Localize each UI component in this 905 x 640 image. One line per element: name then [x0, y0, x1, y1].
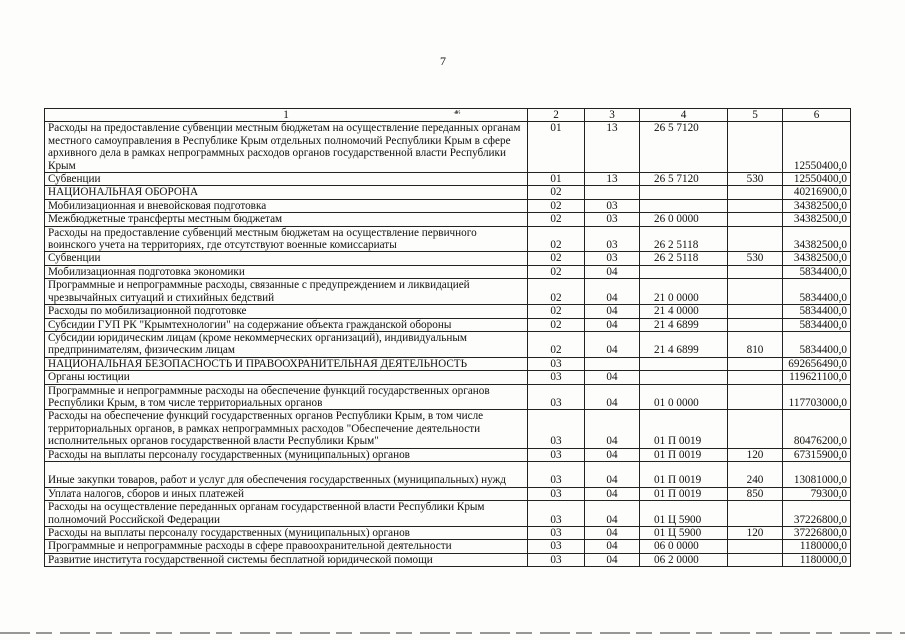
- table-row: [45, 357, 851, 370]
- row-name-cell: Расходы на предоставление субвенции местным бюджетам на осуществление переданных органам местного самоуправления в Республике Крым отдельных полномочий Республики Крым в сфере архивного дела в рамках непрограммных расходов органов государственной власти Республики Крым: [45, 122, 528, 173]
- subsection-code-cell: 04: [585, 384, 640, 410]
- amount-cell: 80476200,0: [783, 410, 851, 448]
- expense-type-cell: [728, 553, 783, 566]
- section-code-cell: 02: [528, 213, 585, 226]
- row-name-cell: Уплата налогов, сборов и иных платежей: [45, 487, 528, 500]
- subsection-code-cell: 04: [585, 305, 640, 318]
- table-row: [45, 331, 851, 357]
- target-item-cell: 01 П 0019: [640, 461, 728, 487]
- amount-cell: 67315900,0: [783, 448, 851, 461]
- table-row: [45, 540, 851, 553]
- section-code-cell: 02: [528, 305, 585, 318]
- target-item-cell: 06 2 0000: [640, 553, 728, 566]
- table-row: [45, 553, 851, 566]
- section-code-cell: 01: [528, 173, 585, 186]
- table-row: [45, 213, 851, 226]
- expense-type-cell: [728, 357, 783, 370]
- target-item-cell: [640, 371, 728, 384]
- amount-cell: 692656490,0: [783, 357, 851, 370]
- section-code-cell: 02: [528, 226, 585, 252]
- amount-cell: 5834400,0: [783, 331, 851, 357]
- table-header-row: [45, 109, 851, 122]
- target-item-cell: 21 4 0000: [640, 305, 728, 318]
- section-code-cell: 03: [528, 526, 585, 539]
- amount-cell: 5834400,0: [783, 318, 851, 331]
- section-code-cell: 03: [528, 357, 585, 370]
- expense-type-cell: 850: [728, 487, 783, 500]
- table-row: [45, 186, 851, 199]
- subsection-code-cell: 04: [585, 331, 640, 357]
- subsection-code-cell: 04: [585, 371, 640, 384]
- expense-type-cell: [728, 305, 783, 318]
- amount-cell: 34382500,0: [783, 199, 851, 212]
- amount-cell: 34382500,0: [783, 252, 851, 265]
- expense-type-cell: [728, 186, 783, 199]
- amount-cell: 40216900,0: [783, 186, 851, 199]
- section-code-cell: 02: [528, 318, 585, 331]
- amount-cell: 1180000,0: [783, 553, 851, 566]
- table-row: [45, 318, 851, 331]
- subsection-code-cell: 13: [585, 173, 640, 186]
- amount-cell: 5834400,0: [783, 305, 851, 318]
- row-name-cell: Субсидии ГУП РК "Крымтехнологии" на содержание объекта гражданской обороны: [45, 318, 528, 331]
- section-code-cell: 03: [528, 487, 585, 500]
- subsection-code-cell: [585, 186, 640, 199]
- target-item-cell: [640, 186, 728, 199]
- target-item-cell: 01 Ц 5900: [640, 526, 728, 539]
- amount-cell: 5834400,0: [783, 279, 851, 305]
- row-name-cell: Органы юстиции: [45, 371, 528, 384]
- subsection-code-cell: 04: [585, 540, 640, 553]
- expense-type-cell: [728, 540, 783, 553]
- row-name-cell: Расходы на выплаты персоналу государственных (муниципальных) органов: [45, 448, 528, 461]
- expense-type-cell: 530: [728, 252, 783, 265]
- scan-edge-line: [0, 632, 905, 634]
- row-name-cell: Расходы по мобилизационной подготовке: [45, 305, 528, 318]
- header-cell: 3: [585, 109, 640, 122]
- target-item-cell: 26 2 5118: [640, 226, 728, 252]
- amount-cell: 119621100,0: [783, 371, 851, 384]
- target-item-cell: 21 4 6899: [640, 331, 728, 357]
- subsection-code-cell: 03: [585, 226, 640, 252]
- table-row: [45, 448, 851, 461]
- target-item-cell: 26 2 5118: [640, 252, 728, 265]
- table-row: [45, 122, 851, 173]
- expense-type-cell: [728, 226, 783, 252]
- table-row: [45, 384, 851, 410]
- section-code-cell: 03: [528, 501, 585, 527]
- target-item-cell: 21 0 0000: [640, 279, 728, 305]
- budget-table: [44, 108, 851, 567]
- table-row: [45, 199, 851, 212]
- subsection-code-cell: 04: [585, 461, 640, 487]
- target-item-cell: [640, 199, 728, 212]
- target-item-cell: [640, 357, 728, 370]
- table-row: [45, 526, 851, 539]
- row-name-cell: Расходы на обеспечение функций государственных органов Республики Крым, в том числе территориальных органов, в рамках непрограммных расходов "Обеспечение деятельности исполнительных органов государственной власти Республики Крым": [45, 410, 528, 448]
- expense-type-cell: 120: [728, 526, 783, 539]
- amount-cell: 12550400,0: [783, 122, 851, 173]
- row-name-cell: Мобилизационная подготовка экономики: [45, 265, 528, 278]
- amount-cell: 1180000,0: [783, 540, 851, 553]
- section-code-cell: 03: [528, 448, 585, 461]
- expense-type-cell: 810: [728, 331, 783, 357]
- row-name-cell: Программные и непрограммные расходы на обеспечение функций государственных органов Республики Крым, в том числе территориальных органов: [45, 384, 528, 410]
- row-name-cell: Расходы на предоставление субвенций местным бюджетам на осуществление первичного воинского учета на территориях, где отсутствуют военные комиссариаты: [45, 226, 528, 252]
- amount-cell: 37226800,0: [783, 526, 851, 539]
- header-cell: 1: [45, 109, 528, 122]
- section-code-cell: 02: [528, 199, 585, 212]
- amount-cell: 5834400,0: [783, 265, 851, 278]
- section-code-cell: 03: [528, 371, 585, 384]
- amount-cell: 34382500,0: [783, 213, 851, 226]
- target-item-cell: [640, 265, 728, 278]
- subsection-code-cell: 03: [585, 252, 640, 265]
- expense-type-cell: [728, 279, 783, 305]
- target-item-cell: 01 П 0019: [640, 410, 728, 448]
- expense-type-cell: [728, 318, 783, 331]
- section-code-cell: 02: [528, 265, 585, 278]
- row-name-cell: Субвенции: [45, 173, 528, 186]
- expense-type-cell: [728, 384, 783, 410]
- table-row: [45, 371, 851, 384]
- expense-type-cell: [728, 265, 783, 278]
- amount-cell: 37226800,0: [783, 501, 851, 527]
- subsection-code-cell: 04: [585, 448, 640, 461]
- target-item-cell: 01 П 0019: [640, 448, 728, 461]
- amount-cell: 12550400,0: [783, 173, 851, 186]
- row-name-cell: НАЦИОНАЛЬНАЯ ОБОРОНА: [45, 186, 528, 199]
- row-name-cell: Программные и непрограммные расходы, связанные с предупреждением и ликвидацией чрезвычайных ситуаций и стихийных бедствий: [45, 279, 528, 305]
- target-item-cell: 01 Ц 5900: [640, 501, 728, 527]
- subsection-code-cell: 13: [585, 122, 640, 173]
- row-name-cell: Иные закупки товаров, работ и услуг для обеспечения государственных (муниципальных) нужд: [45, 461, 528, 487]
- target-item-cell: 01 П 0019: [640, 487, 728, 500]
- expense-type-cell: [728, 122, 783, 173]
- scan-mark-icon: ☙: [453, 107, 462, 117]
- expense-type-cell: 240: [728, 461, 783, 487]
- table-row: [45, 487, 851, 500]
- table-row: [45, 265, 851, 278]
- row-name-cell: Программные и непрограммные расходы в сфере правоохранительной деятельности: [45, 540, 528, 553]
- amount-cell: 13081000,0: [783, 461, 851, 487]
- header-cell: 2: [528, 109, 585, 122]
- section-code-cell: 03: [528, 461, 585, 487]
- target-item-cell: 26 5 7120: [640, 173, 728, 186]
- subsection-code-cell: [585, 357, 640, 370]
- table-row: [45, 226, 851, 252]
- row-name-cell: Мобилизационная и вневойсковая подготовка: [45, 199, 528, 212]
- row-name-cell: Расходы на осуществление переданных органам государственной власти Республики Крым полномочий Российской Федерации: [45, 501, 528, 527]
- target-item-cell: 26 0 0000: [640, 213, 728, 226]
- target-item-cell: 01 0 0000: [640, 384, 728, 410]
- subsection-code-cell: 04: [585, 318, 640, 331]
- target-item-cell: 26 5 7120: [640, 122, 728, 173]
- target-item-cell: 06 0 0000: [640, 540, 728, 553]
- expense-type-cell: 120: [728, 448, 783, 461]
- subsection-code-cell: 04: [585, 526, 640, 539]
- section-code-cell: 02: [528, 279, 585, 305]
- subsection-code-cell: 04: [585, 487, 640, 500]
- subsection-code-cell: 04: [585, 501, 640, 527]
- table-row: [45, 279, 851, 305]
- amount-cell: 117703000,0: [783, 384, 851, 410]
- expense-type-cell: [728, 410, 783, 448]
- header-cell: 4: [640, 109, 728, 122]
- table-row: [45, 410, 851, 448]
- row-name-cell: НАЦИОНАЛЬНАЯ БЕЗОПАСНОСТЬ И ПРАВООХРАНИТЕЛЬНАЯ ДЕЯТЕЛЬНОСТЬ: [45, 357, 528, 370]
- subsection-code-cell: 04: [585, 279, 640, 305]
- table-row: [45, 252, 851, 265]
- section-code-cell: 03: [528, 384, 585, 410]
- table-row: [45, 173, 851, 186]
- subsection-code-cell: 03: [585, 213, 640, 226]
- table-row: [45, 305, 851, 318]
- section-code-cell: 02: [528, 331, 585, 357]
- row-name-cell: Субвенции: [45, 252, 528, 265]
- row-name-cell: Межбюджетные трансферты местным бюджетам: [45, 213, 528, 226]
- page-number: 7: [440, 54, 446, 68]
- expense-type-cell: [728, 199, 783, 212]
- section-code-cell: 03: [528, 410, 585, 448]
- section-code-cell: 02: [528, 252, 585, 265]
- subsection-code-cell: 04: [585, 265, 640, 278]
- expense-type-cell: [728, 371, 783, 384]
- expense-type-cell: [728, 213, 783, 226]
- expense-type-cell: 530: [728, 173, 783, 186]
- section-code-cell: 03: [528, 540, 585, 553]
- section-code-cell: 03: [528, 553, 585, 566]
- subsection-code-cell: 03: [585, 199, 640, 212]
- expense-type-cell: [728, 501, 783, 527]
- target-item-cell: 21 4 6899: [640, 318, 728, 331]
- section-code-cell: 01: [528, 122, 585, 173]
- amount-cell: 79300,0: [783, 487, 851, 500]
- row-name-cell: Расходы на выплаты персоналу государственных (муниципальных) органов: [45, 526, 528, 539]
- header-cell: 6: [783, 109, 851, 122]
- row-name-cell: Субсидии юридическим лицам (кроме некоммерческих организаций), индивидуальным предпринимателям, физическим лицам: [45, 331, 528, 357]
- amount-cell: 34382500,0: [783, 226, 851, 252]
- table-row: [45, 501, 851, 527]
- subsection-code-cell: 04: [585, 410, 640, 448]
- table-row: [45, 461, 851, 487]
- subsection-code-cell: 04: [585, 553, 640, 566]
- header-cell: 5: [728, 109, 783, 122]
- section-code-cell: 02: [528, 186, 585, 199]
- row-name-cell: Развитие института государственной системы бесплатной юридической помощи: [45, 553, 528, 566]
